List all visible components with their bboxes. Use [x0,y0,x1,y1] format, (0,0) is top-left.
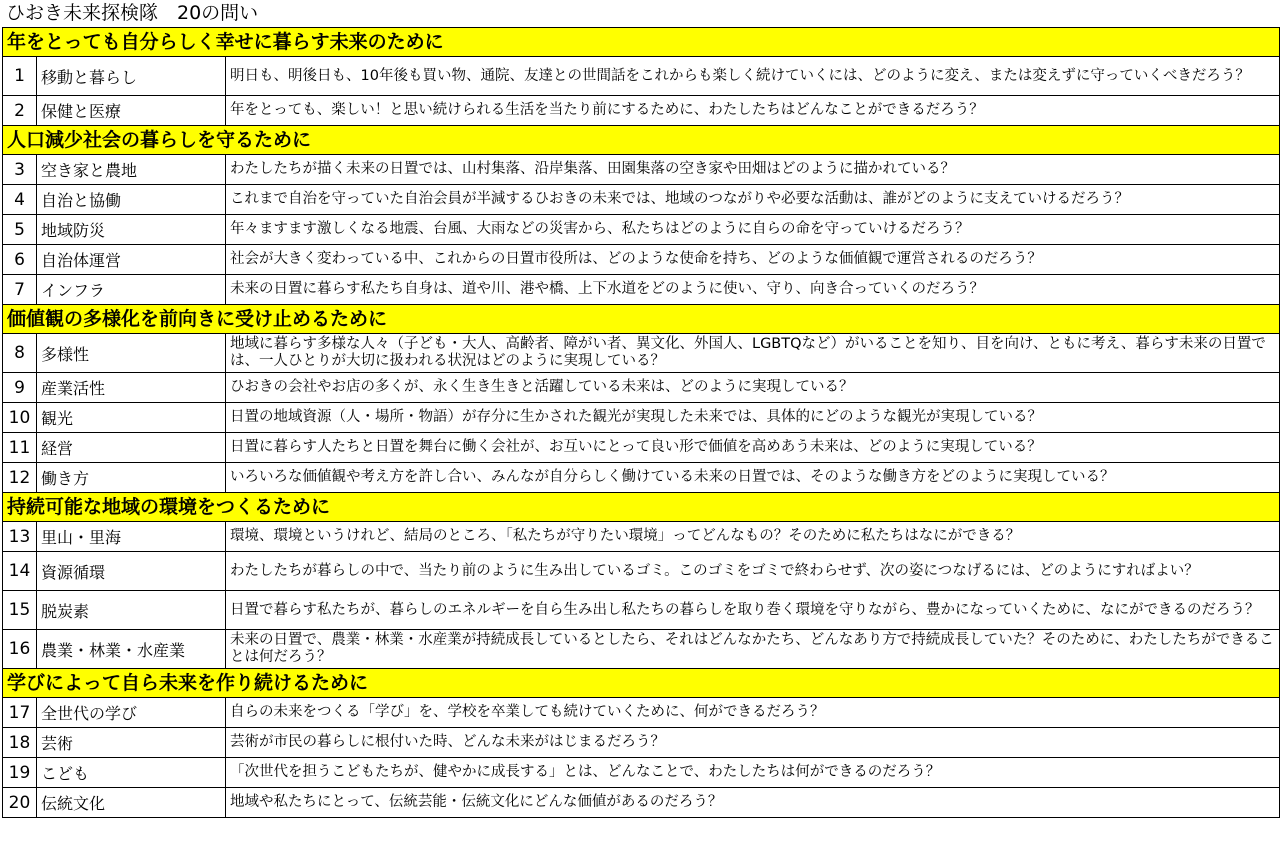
question-number: 12 [3,463,37,493]
section-header [3,493,1280,522]
table-row [3,96,1280,126]
question-number: 20 [3,788,37,818]
question-topic: 保健と医療 [37,96,226,126]
table-row [3,698,1280,728]
question-text: これまで自治を守っていた自治会員が半減するひおきの未来では、地域のつながりや必要な活動は、誰がどのように支えていけるだろう？ [226,185,1280,215]
section-heading: 持続可能な地域の環境をつくるために [3,493,1280,522]
table-row [3,245,1280,275]
question-text: わたしたちが描く未来の日置では、山村集落、沿岸集落、田園集落の空き家や田畑はどのように描かれている？ [226,155,1280,185]
question-topic: 全世代の学び [37,698,226,728]
question-number: 5 [3,215,37,245]
table-row [3,373,1280,403]
question-text: いろいろな価値観や考え方を許し合い、みんなが自分らしく働けている未来の日置では、そのような働き方をどのように実現している？ [226,463,1280,493]
section-header [3,669,1280,698]
table-row [3,728,1280,758]
questions-table [2,27,1279,818]
question-number: 18 [3,728,37,758]
table-row [3,403,1280,433]
section-header [3,305,1280,334]
question-topic: インフラ [37,275,226,305]
section-heading: 価値観の多様化を前向きに受け止めるために [3,305,1280,334]
table-row [3,275,1280,305]
table-row [3,57,1280,96]
table-row [3,758,1280,788]
question-number: 2 [3,96,37,126]
question-text: 地域に暮らす多様な人々（子ども・大人、高齢者、障がい者、異文化、外国人、LGBTQなど）がいることを知り、目を向け、ともに考え、暮らす未来の日置では、一人ひとりが大切に扱われる状況はどのように実現している？ [226,334,1280,373]
table-row [3,155,1280,185]
question-number: 17 [3,698,37,728]
question-text: 日置で暮らす私たちが、暮らしのエネルギーを自ら生み出し私たちの暮らしを取り巻く環境を守りながら、豊かになっていくために、なにができるのだろう？ [226,591,1280,630]
section-header [3,28,1280,57]
question-topic: 資源循環 [37,552,226,591]
question-number: 14 [3,552,37,591]
question-topic: 多様性 [37,334,226,373]
table-row [3,463,1280,493]
section-heading: 学びによって自ら未来を作り続けるために [3,669,1280,698]
question-text: ひおきの会社やお店の多くが、永く生き生きと活躍している未来は、どのように実現している？ [226,373,1280,403]
question-topic: 芸術 [37,728,226,758]
question-number: 10 [3,403,37,433]
question-topic: 空き家と農地 [37,155,226,185]
question-number: 16 [3,630,37,669]
question-number: 13 [3,522,37,552]
question-text: 芸術が市民の暮らしに根付いた時、どんな未来がはじまるだろう？ [226,728,1280,758]
question-topic: 働き方 [37,463,226,493]
question-topic: 産業活性 [37,373,226,403]
question-text: 「次世代を担うこどもたちが、健やかに成長する」とは、どんなことで、わたしたちは何ができるのだろう？ [226,758,1280,788]
question-topic: こども [37,758,226,788]
question-text: 年をとっても、楽しい！と思い続けられる生活を当たり前にするために、わたしたちはどんなことができるだろう？ [226,96,1280,126]
question-topic: 経営 [37,433,226,463]
question-text: 未来の日置に暮らす私たち自身は、道や川、港や橋、上下水道をどのように使い、守り、向き合っていくのだろう？ [226,275,1280,305]
question-topic: 自治と協働 [37,185,226,215]
question-number: 6 [3,245,37,275]
section-heading: 人口減少社会の暮らしを守るために [3,126,1280,155]
table-row [3,788,1280,818]
question-text: 環境、環境というけれど、結局のところ、「私たちが守りたい環境」ってどんなもの？そのために私たちはなにができる？ [226,522,1280,552]
table-row [3,552,1280,591]
question-topic: 地域防災 [37,215,226,245]
table-row [3,522,1280,552]
question-topic: 自治体運営 [37,245,226,275]
table-row [3,185,1280,215]
question-text: 日置の地域資源（人・場所・物語）が存分に生かされた観光が実現した未来では、具体的にどのような観光が実現している？ [226,403,1280,433]
table-row [3,630,1280,669]
question-number: 8 [3,334,37,373]
question-number: 7 [3,275,37,305]
section-header [3,126,1280,155]
question-topic: 伝統文化 [37,788,226,818]
question-number: 19 [3,758,37,788]
question-number: 15 [3,591,37,630]
question-text: わたしたちが暮らしの中で、当たり前のように生み出しているゴミ。このゴミをゴミで終わらせず、次の姿につなげるには、どのようにすればよい？ [226,552,1280,591]
table-row [3,215,1280,245]
question-text: 年々ますます激しくなる地震、台風、大雨などの災害から、私たちはどのように自らの命を守っていけるだろう？ [226,215,1280,245]
question-topic: 脱炭素 [37,591,226,630]
section-heading: 年をとっても自分らしく幸せに暮らす未来のために [3,28,1280,57]
question-number: 1 [3,57,37,96]
question-topic: 移動と暮らし [37,57,226,96]
question-text: 自らの未来をつくる「学び」を、学校を卒業しても続けていくために、何ができるだろう？ [226,698,1280,728]
question-number: 9 [3,373,37,403]
table-row [3,334,1280,373]
question-number: 4 [3,185,37,215]
table-row [3,433,1280,463]
table-row [3,591,1280,630]
question-text: 日置に暮らす人たちと日置を舞台に働く会社が、お互いにとって良い形で価値を高めあう未来は、どのように実現している？ [226,433,1280,463]
question-text: 明日も、明後日も、10年後も買い物、通院、友達との世間話をこれからも楽しく続けていくには、どのように変え、または変えずに守っていくべきだろう？ [226,57,1280,96]
question-topic: 観光 [37,403,226,433]
question-text: 未来の日置で、農業・林業・水産業が持続成長しているとしたら、それはどんなかたち、どんなあり方で持続成長していた？そのために、わたしたちができることは何だろう？ [226,630,1280,669]
question-topic: 里山・里海 [37,522,226,552]
question-number: 3 [3,155,37,185]
question-topic: 農業・林業・水産業 [37,630,226,669]
question-number: 11 [3,433,37,463]
question-text: 地域や私たちにとって、伝統芸能・伝統文化にどんな価値があるのだろう？ [226,788,1280,818]
question-text: 社会が大きく変わっている中、これからの日置市役所は、どのような使命を持ち、どのような価値観で運営されるのだろう？ [226,245,1280,275]
page-title: ひおき未来探検隊 20の問い [6,2,259,24]
